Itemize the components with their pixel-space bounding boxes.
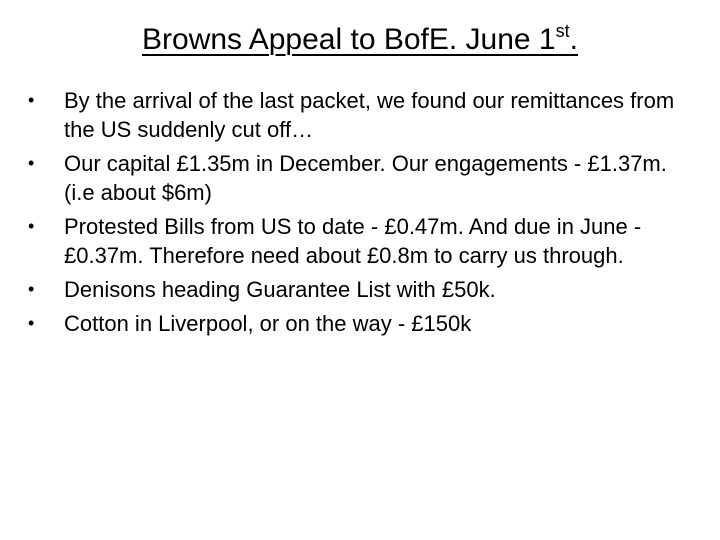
slide-title — [0, 14, 720, 66]
bullet-text: Cotton in Liverpool, or on the way - £150k — [64, 311, 472, 336]
title-suffix: . — [569, 23, 578, 56]
title-main: Browns Appeal to BofE. June 1 — [142, 23, 556, 56]
bullet-icon: • — [28, 90, 35, 110]
bullet-item — [0, 149, 720, 207]
bullet-item — [0, 309, 720, 338]
bullet-text: By the arrival of the last packet, we found our remittances from the US suddenly cut off… — [64, 88, 675, 142]
bullet-item — [0, 275, 720, 304]
bullet-icon: • — [28, 216, 35, 236]
bullet-item — [0, 86, 720, 144]
slide-title-text — [142, 23, 578, 56]
bullet-icon: • — [28, 313, 35, 333]
bullet-text: Denisons heading Guarantee List with £50k. — [64, 277, 496, 302]
bullet-icon: • — [28, 279, 35, 299]
bullet-icon: • — [28, 153, 35, 173]
bullet-text: Protested Bills from US to date - £0.47m. And due in June - £0.37m. Therefore need about £0.8m to carry us through. — [64, 214, 642, 268]
bullet-item — [0, 212, 720, 270]
bullet-text: Our capital £1.35m in December. Our engagements - £1.37m. (i.e about $6m) — [64, 151, 667, 205]
bullet-list — [0, 86, 720, 343]
title-superscript: st — [555, 21, 570, 41]
